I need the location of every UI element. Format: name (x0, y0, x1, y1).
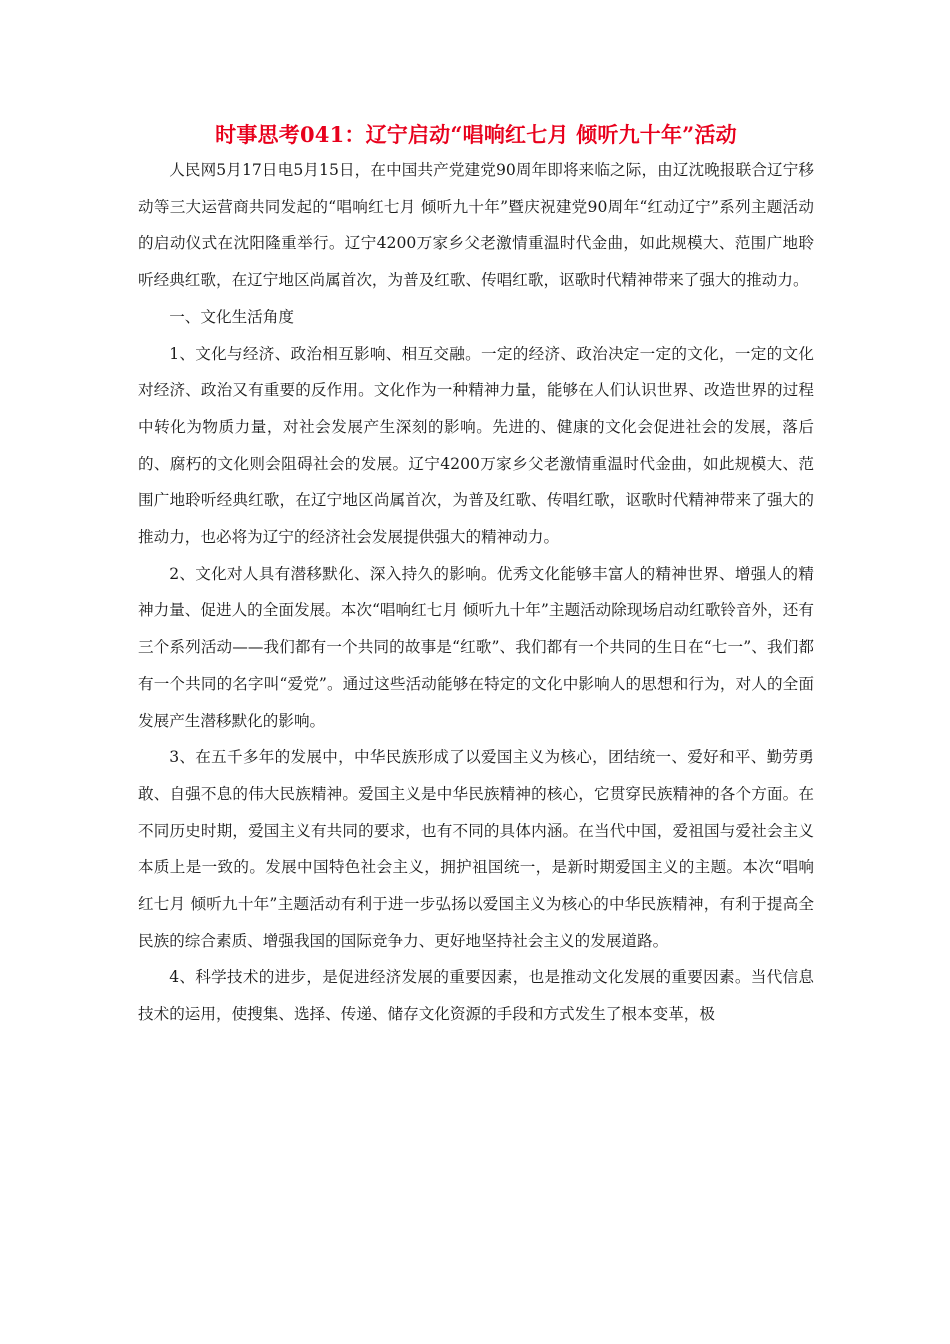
document-body (138, 118, 814, 1033)
section-heading-culture: 一、文化生活角度 (169, 307, 294, 326)
paragraph-intro: 人民网5月17日电5月15日，在中国共产党建党90周年即将来临之际，由辽沈晚报联合辽宁移动等三大运营商共同发起的“唱响红七月 倾听九十年”暨庆祝建党90周年“红动辽宁”系列主题活动的启动仪式在沈阳隆重举行。辽宁4200万家乡父老激情重温时代金曲，如此规模大、范围广地聆听经典红歌，在辽宁地区尚属首次，为普及红歌、传唱红歌，讴歌时代精神带来了强大的推动力。 (138, 161, 814, 290)
paragraph-point-4: 4、科学技术的进步，是促进经济发展的重要因素，也是推动文化发展的重要因素。当代信息技术的运用，使搜集、选择、传递、储存文化资源的手段和方式发生了根本变革，极 (138, 968, 814, 1024)
paragraph-point-1: 1、文化与经济、政治相互影响、相互交融。一定的经济、政治决定一定的文化，一定的文化对经济、政治又有重要的反作用。文化作为一种精神力量，能够在人们认识世界、改造世界的过程中转化为物质力量，对社会发展产生深刻的影响。先进的、健康的文化会促进社会的发展，落后的、腐朽的文化则会阻碍社会的发展。辽宁4200万家乡父老激情重温时代金曲，如此规模大、范围广地聆听经典红歌，在辽宁地区尚属首次，为普及红歌、传唱红歌，讴歌时代精神带来了强大的推动力，也必将为辽宁的经济社会发展提供强大的精神动力。 (138, 344, 814, 547)
paragraph-point-3: 3、在五千多年的发展中，中华民族形成了以爱国主义为核心，团结统一、爱好和平、勤劳勇敢、自强不息的伟大民族精神。爱国主义是中华民族精神的核心，它贯穿民族精神的各个方面。在不同历史时期，爱国主义有共同的要求，也有不同的具体内涵。在当代中国，爱祖国与爱社会主义本质上是一致的。发展中国特色社会主义，拥护祖国统一，是新时期爱国主义的主题。本次“唱响红七月 倾听九十年”主题活动有利于进一步弘扬以爱国主义为核心的中华民族精神，有利于提高全民族的综合素质、增强我国的国际竞争力、更好地坚持社会主义的发展道路。 (138, 748, 814, 950)
document-title: 时事思考041：辽宁启动“唱响红七月 倾听九十年”活动 (215, 122, 737, 147)
paragraph-point-2: 2、文化对人具有潜移默化、深入持久的影响。优秀文化能够丰富人的精神世界、增强人的精神力量、促进人的全面发展。本次“唱响红七月 倾听九十年”主题活动除现场启动红歌铃音外，还有三个系列活动——我们都有一个共同的故事是“红歌”、我们都有一个共同的生日在“七一”、我们都有一个共同的名字叫“爱党”。通过这些活动能够在特定的文化中影响人的思想和行为，对人的全面发展产生潜移默化的影响。 (138, 564, 814, 730)
